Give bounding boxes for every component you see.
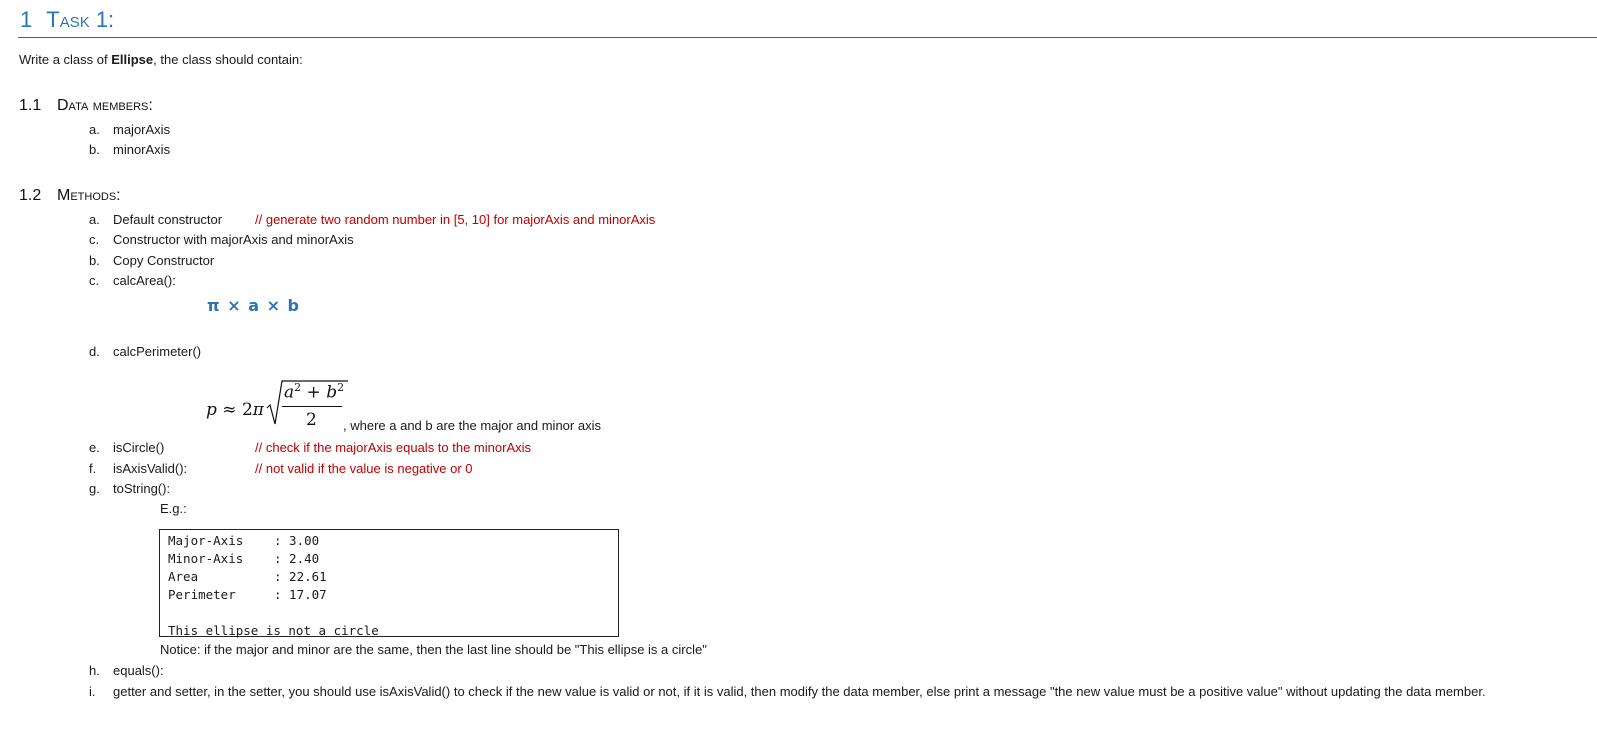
list-item-to-string	[89, 480, 170, 497]
list-item-text: calcPerimeter()	[113, 344, 202, 359]
output-value: : 2.40	[274, 551, 320, 566]
subsection-title: Data members:	[57, 97, 153, 114]
list-item-is-circle	[89, 439, 164, 456]
output-label: Area	[168, 569, 199, 584]
intro-prefix: Write a class of	[19, 52, 112, 67]
list-item-text: toString():	[113, 481, 171, 496]
class-name: Ellipse	[111, 52, 154, 67]
output-label: Minor-Axis	[168, 551, 244, 566]
list-item-text: Default constructor	[113, 212, 223, 227]
intro-paragraph	[19, 51, 303, 68]
subsection-title: Methods:	[57, 187, 121, 204]
section-number: 1	[20, 7, 33, 32]
list-item-text: minorAxis	[113, 142, 171, 157]
output-footer: This ellipse is not a circle	[168, 623, 379, 638]
exponent: 2	[337, 381, 345, 394]
example-label: E.g.:	[160, 501, 187, 516]
numerator-b: b	[326, 382, 338, 403]
intro-suffix: , the class should contain:	[153, 52, 303, 67]
subsection-heading-data-members	[19, 96, 153, 116]
formula-p: p	[206, 400, 217, 420]
subsection-number: 1.1	[19, 97, 42, 114]
notice-text: Notice: if the major and minor are the same, then the last line should be "This ellipse is a circle"	[160, 642, 707, 657]
output-label: Perimeter	[168, 587, 236, 602]
list-marker: b.	[89, 142, 100, 157]
list-item-is-axis-valid	[89, 460, 187, 477]
subsection-heading-methods	[19, 186, 121, 206]
list-marker: i.	[89, 684, 96, 699]
section-title: Task 1:	[46, 7, 115, 32]
list-marker: h.	[89, 663, 100, 678]
list-item-text: majorAxis	[113, 122, 171, 137]
formula-approx: ≈ 2	[216, 400, 253, 420]
fraction-bar	[282, 406, 342, 407]
list-marker: b.	[89, 253, 100, 268]
numerator-plus: +	[301, 382, 327, 403]
list-item-text: getter and setter, in the setter, you should use isAxisValid() to check if the new value is valid or not, if it is valid, then modify the data member, else print a message "the new value must be a positive value" without updating the data member.	[113, 684, 1486, 699]
output-value: : 3.00	[274, 533, 320, 548]
code-comment: // check if the majorAxis equals to the minorAxis	[255, 440, 532, 455]
formula-numerator	[284, 381, 344, 403]
output-label: Major-Axis	[168, 533, 244, 548]
list-item-text: equals():	[113, 663, 164, 678]
subsection-number: 1.2	[19, 187, 42, 204]
list-marker: e.	[89, 440, 100, 455]
list-marker: c.	[89, 273, 100, 288]
list-item-text: calcArea():	[113, 273, 176, 288]
formula-lhs	[206, 400, 264, 420]
code-comment: // generate two random number in [5, 10] for majorAxis and minorAxis	[255, 212, 656, 227]
list-marker: g.	[89, 481, 100, 496]
list-item-default-constructor	[89, 211, 222, 228]
heading-rule	[18, 37, 1597, 38]
list-item-text: Constructor with majorAxis and minorAxis	[113, 232, 354, 247]
list-item	[89, 121, 170, 138]
formula-denominator: 2	[306, 410, 317, 430]
list-marker: a.	[89, 212, 100, 227]
list-item	[89, 141, 170, 158]
code-comment: // not valid if the value is negative or 0	[255, 461, 473, 476]
list-item-text: Copy Constructor	[113, 253, 215, 268]
section-heading	[20, 6, 114, 34]
list-item-calc-perimeter	[89, 343, 201, 360]
list-item-calc-area	[89, 272, 176, 289]
list-marker: a.	[89, 122, 100, 137]
list-marker: d.	[89, 344, 100, 359]
list-item-equals	[89, 662, 164, 679]
example-output-box	[159, 529, 619, 637]
output-value: : 22.61	[274, 569, 327, 584]
perimeter-note: , where a and b are the major and minor axis	[343, 418, 601, 433]
list-item-text: isCircle()	[113, 440, 165, 455]
formula-pi: π	[252, 400, 264, 420]
list-item-text: isAxisValid():	[113, 461, 188, 476]
output-value: : 17.07	[274, 587, 327, 602]
list-item-copy-constructor	[89, 252, 214, 269]
numerator-a: a	[284, 382, 295, 403]
list-item-param-constructor	[89, 231, 354, 248]
area-formula: π × a × b	[207, 296, 300, 315]
list-marker: f.	[89, 461, 97, 476]
list-item-getter-setter	[89, 683, 1486, 700]
exponent: 2	[294, 381, 302, 394]
list-marker: c.	[89, 232, 100, 247]
